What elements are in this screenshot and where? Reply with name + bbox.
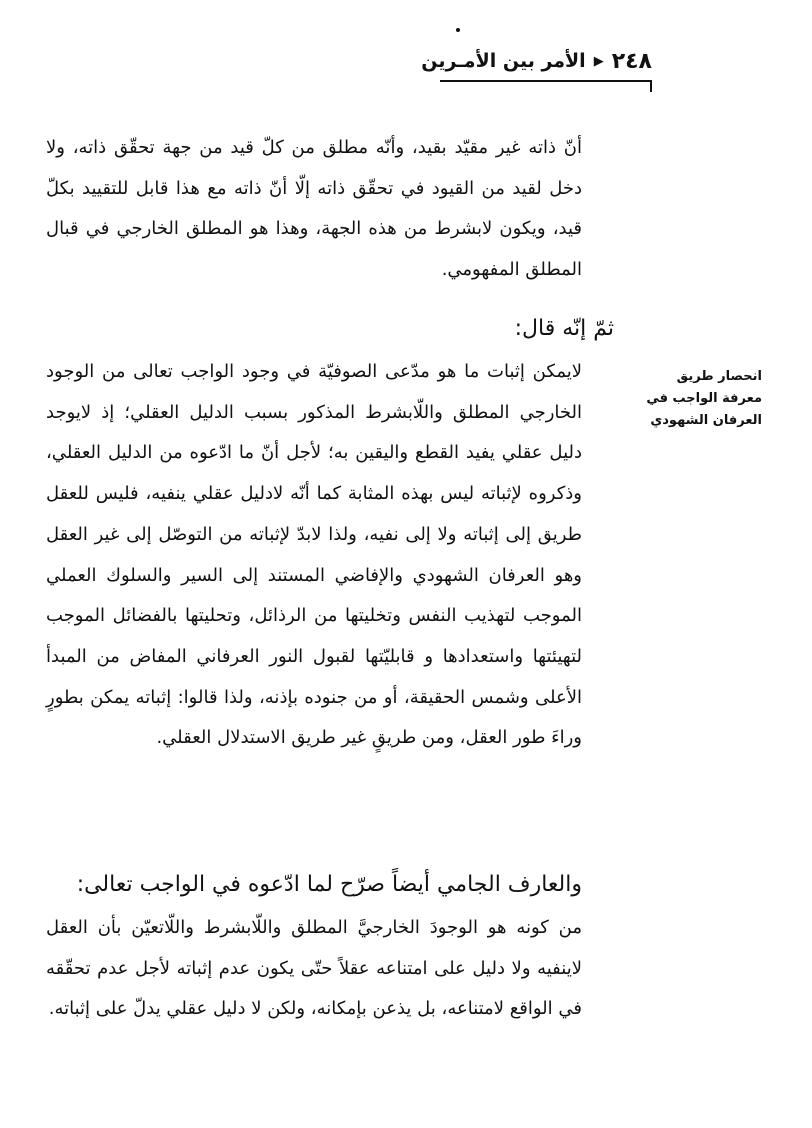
paragraph-continuation [46, 128, 582, 291]
arrow-icon: ▶ [593, 53, 604, 69]
paragraph-text: أنّ ذاته غير مقيّد بقيد، وأنّه مطلق من كلّ قيد من جهة تحقّق ذاته، ولا دخل لقيد من القيود في تحقّق ذاته إلّا أنّ ذاته مع هذا قابل للتقييد بكلّ قيد، ويكون لابشرط من هذه الجهة، وهذا هو المطلق الخارجي في قبال المطلق المفهومي. [46, 137, 582, 281]
header-rule-tick [650, 80, 652, 92]
section-heading: والعارف الجامي أيضاً صرّح لما ادّعوه في الواجب تعالى: [76, 872, 582, 897]
running-header [421, 44, 652, 78]
margin-note-line: انحصار طريق [676, 369, 762, 384]
margin-note-line: العرفان الشهودي [650, 413, 762, 428]
margin-note [634, 366, 762, 432]
header-rule [440, 80, 652, 82]
page-number: ٢٤٨ [611, 48, 652, 74]
margin-note-line: معرفة الواجب في [646, 391, 762, 406]
quoted-paragraph [46, 908, 582, 1030]
page-mark-dot [456, 28, 460, 32]
paragraph-text: لايمكن إثبات ما هو مدّعى الصوفيّة في وجود الواجب تعالى من الوجود الخارجي المطلق واللّابشرط المذكور بسبب الدليل العقلي؛ إذ لايوجد دليل عقلي يفيد القطع واليقين به؛ لأجل أنّ ما ادّعوه من الدليل العقلي، وذكروه لإثباته ليس بهذه المثابة كما أنّه لادليل عقلي ينفيه، فليس للعقل طريق إلى إثباته ولا إلى نفيه، ولذا لابدّ لإثباته من التوصّل إلى غير العقل وهو العرفان الشهودي والإفاضي المستند إلى السير والسلوك العملي الموجب لتهذيب النفس وتخليتها من الرذائل، وتحليتها بالفضائل الموجب لتهيئتها واستعدادها و قابليّتها لقبول النور العرفاني المفاض من المبدأ الأعلى وشمس الحقيقة، أو من جنوده بإذنه، ولذا قالوا: إثباته يمكن بطورٍ وراءَ طور العقل، ومن طريقٍ غير طريق الاستدلال العقلي. [46, 361, 582, 749]
paragraph-text: من كونه هو الوجودَ الخارجيَّ المطلق واللّابشرط واللّاتعيّن بأن العقل لاينفيه ولا دليل على امتناعه عقلاً حتّى يكون عدم إثباته لأجل عدم تحقّقه في الواقع لامتناعه، بل يذعن بإمكانه، ولكن لا دليل عقلي يدلّ على إثباته. [46, 917, 582, 1020]
header-title: الأمر بين الأمـرين [421, 50, 586, 72]
quoted-paragraph [46, 352, 582, 759]
section-heading: ثمّ إنّه قال: [514, 316, 614, 341]
